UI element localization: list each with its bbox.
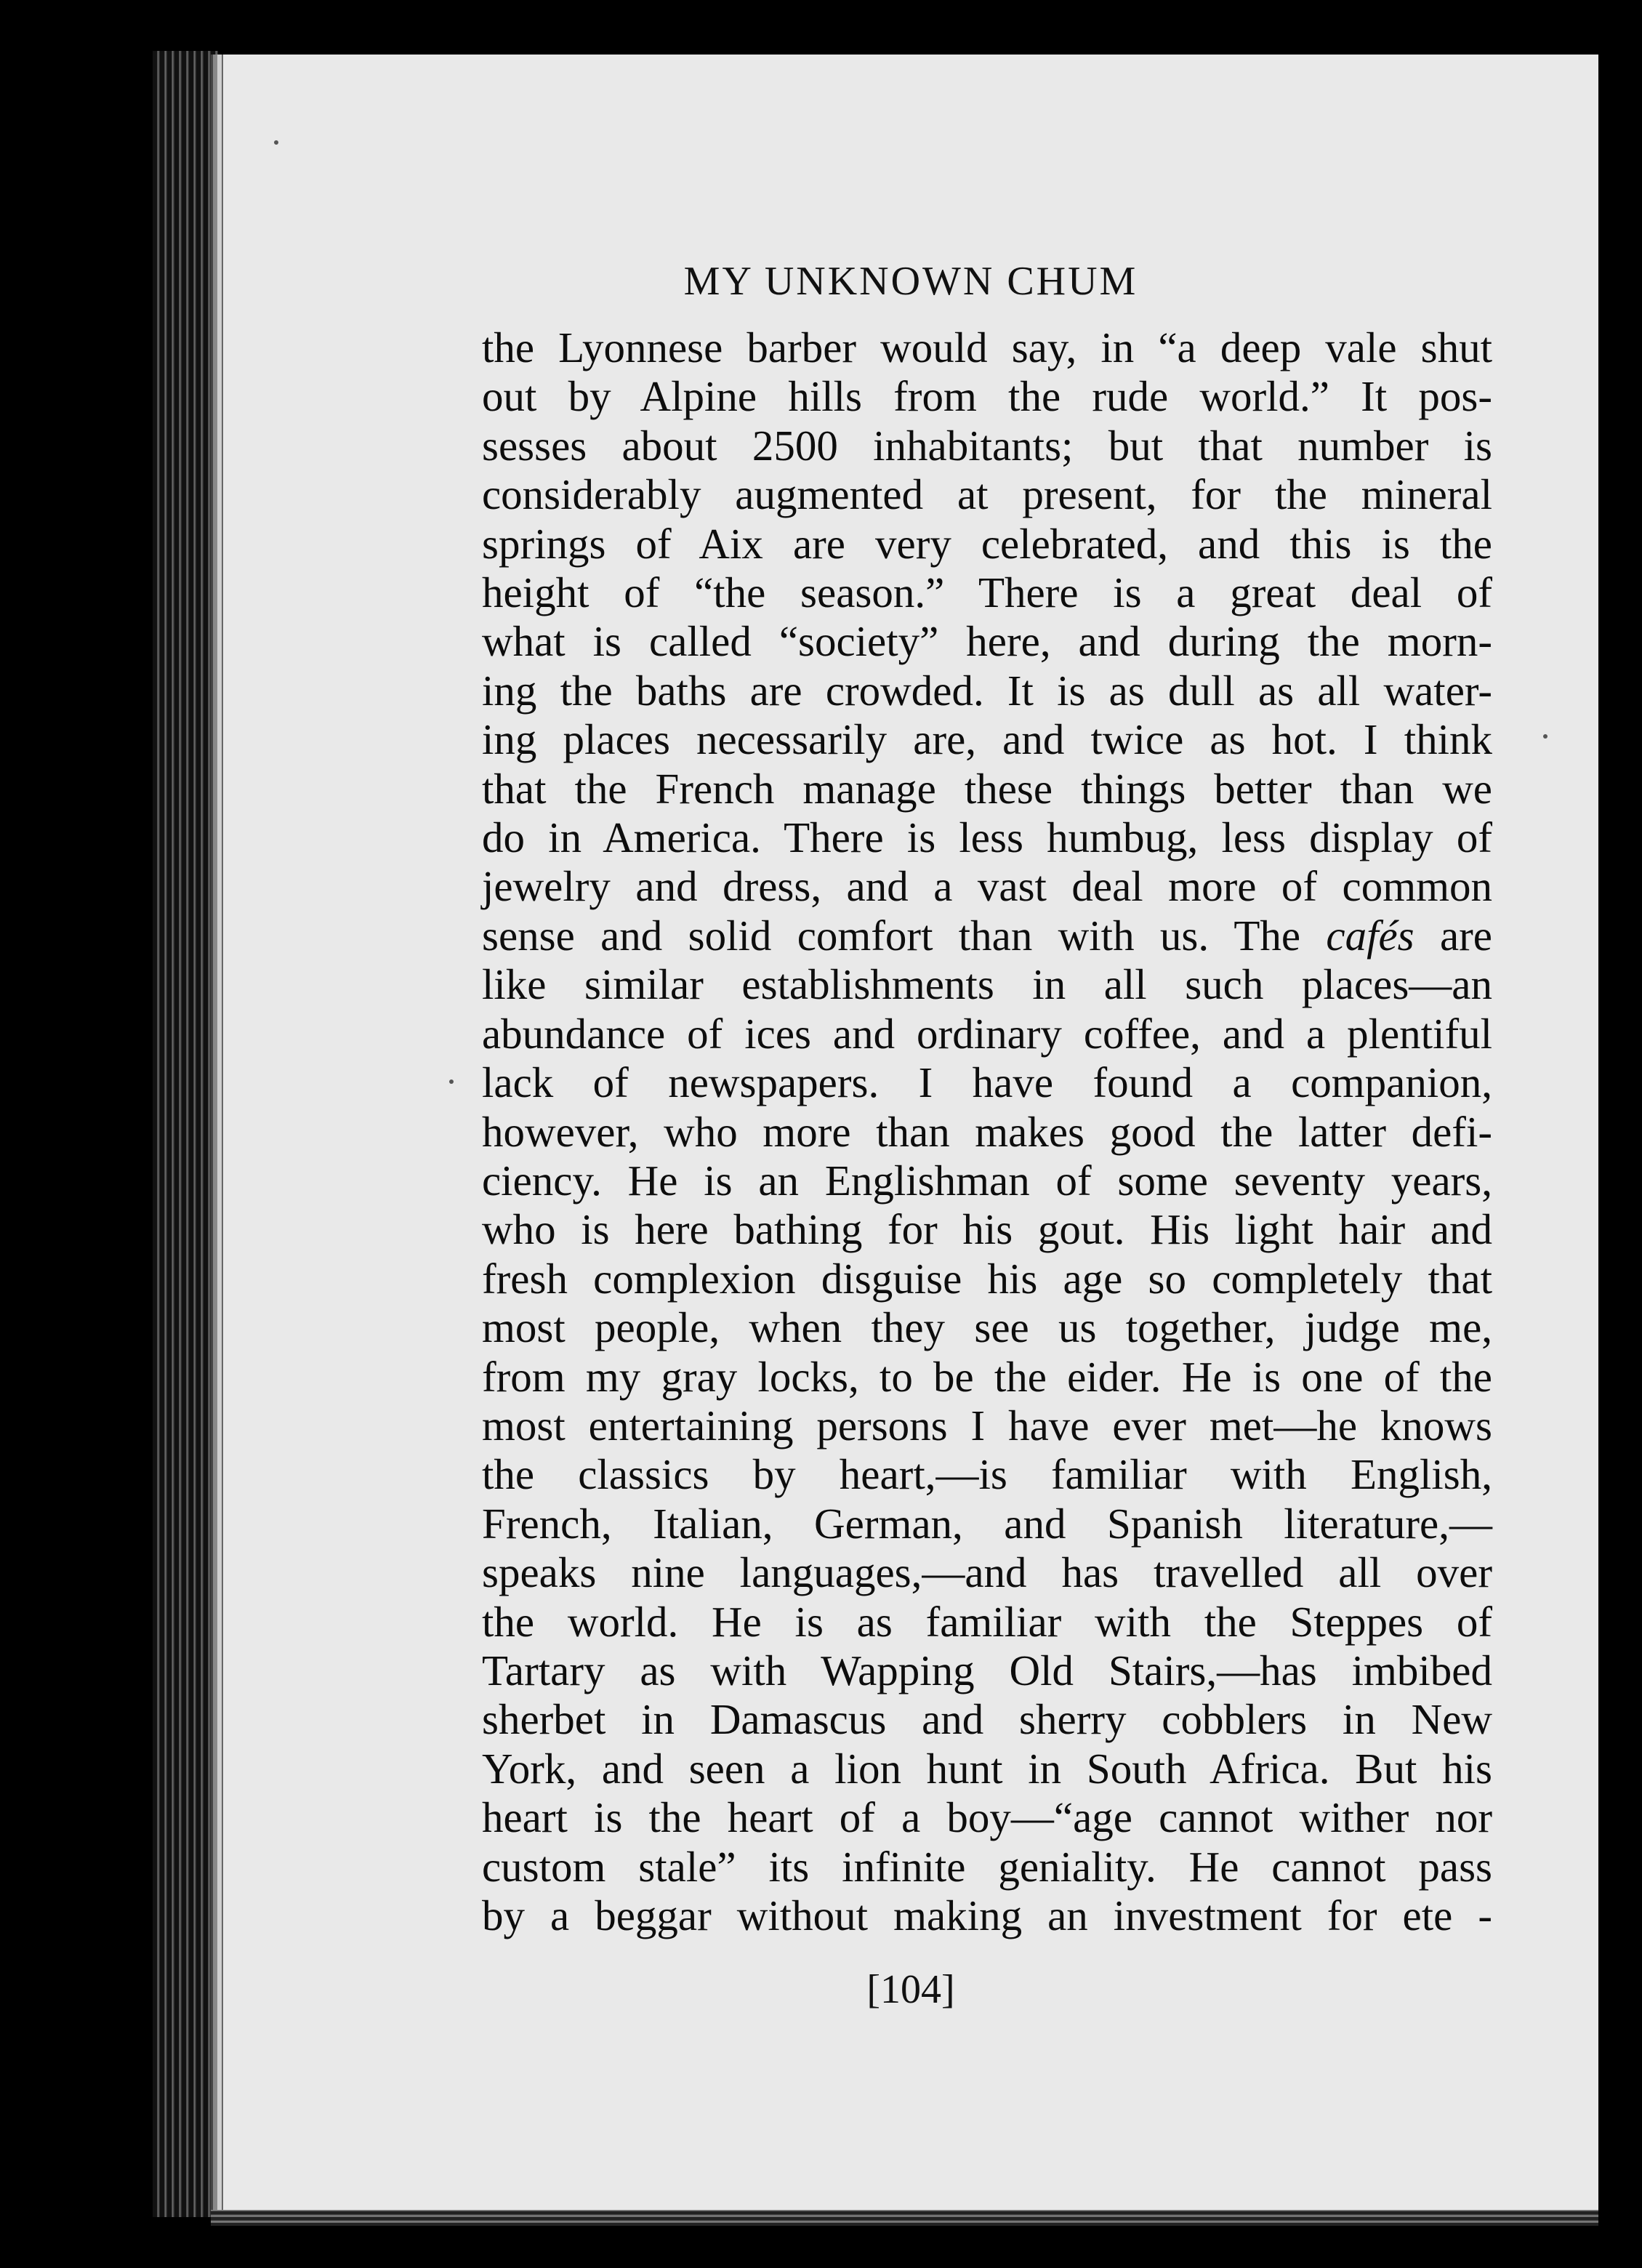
scan-background: [1598, 0, 1642, 2268]
text-line: however, who more than makes good the latter defi-: [482, 1107, 1492, 1156]
text-line: custom stale” its infinite geniality. He cannot pass: [482, 1842, 1492, 1891]
text-line: considerably augmented at present, for the mineral: [482, 470, 1492, 519]
text-line: out by Alpine hills from the rude world.” It pos-: [482, 372, 1492, 421]
text-line: springs of Aix are very celebrated, and this is the: [482, 519, 1492, 568]
text-line: the Lyonnese barber would say, in “a deep vale shut: [482, 323, 1492, 371]
text-line: who is here bathing for his gout. His light hair and: [482, 1205, 1492, 1254]
text-line: most entertaining persons I have ever met—he knows: [482, 1401, 1492, 1449]
text-line: fresh complexion disguise his age so completely that: [482, 1254, 1492, 1303]
text-line: lack of newspapers. I have found a companion,: [482, 1058, 1492, 1107]
text-line: sherbet in Damascus and sherry cobblers in New: [482, 1695, 1492, 1744]
page-speck: [1543, 734, 1548, 739]
text-line: ciency. He is an Englishman of some seventy years,: [482, 1156, 1492, 1205]
book-page: [211, 55, 1609, 2224]
text-line: abundance of ices and ordinary coffee, and a plentiful: [482, 1009, 1492, 1058]
book-bottom-edge: [211, 2210, 1606, 2226]
running-head: MY UNKNOWN CHUM: [683, 259, 1138, 304]
text-line: that the French manage these things better than we: [482, 764, 1492, 813]
text-line: York, and seen a lion hunt in South Africa. But his: [482, 1744, 1492, 1793]
text-line: Tartary as with Wapping Old Stairs,—has imbibed: [482, 1646, 1492, 1694]
text-line: ing the baths are crowded. It is as dull as all water-: [482, 666, 1492, 715]
text-line: jewelry and dress, and a vast deal more of common: [482, 862, 1492, 911]
page-speck: [449, 1079, 454, 1084]
text-line: the world. He is as familiar with the Steppes of: [482, 1597, 1492, 1646]
text-line: French, Italian, German, and Spanish literature,—: [482, 1499, 1492, 1548]
body-text: [482, 323, 1492, 1940]
book-page-edges: [153, 51, 218, 2217]
text-line: ing places necessarily are, and twice as hot. I think: [482, 715, 1492, 764]
text-line: most people, when they see us together, judge me,: [482, 1303, 1492, 1352]
text-line: heart is the heart of a boy—“age cannot wither nor: [482, 1793, 1492, 1842]
text-line: from my gray locks, to be the eider. He is one of the: [482, 1352, 1492, 1401]
text-line: the classics by heart,—is familiar with English,: [482, 1450, 1492, 1499]
text-line: what is called “society” here, and during the morn-: [482, 617, 1492, 666]
text-line: by a beggar without making an investment for ete -: [482, 1891, 1492, 1939]
text-line: height of “the season.” There is a great deal of: [482, 568, 1492, 617]
text-line: sense and solid comfort than with us. The cafés are: [482, 911, 1492, 960]
text-line: speaks nine languages,—and has travelled all over: [482, 1548, 1492, 1597]
text-line: sesses about 2500 inhabitants; but that number is: [482, 421, 1492, 470]
text-line: do in America. There is less humbug, less display of: [482, 813, 1492, 862]
page-number: [104]: [866, 1967, 955, 2012]
text-line: like similar establishments in all such places—an: [482, 960, 1492, 1009]
page-speck: [274, 140, 278, 145]
